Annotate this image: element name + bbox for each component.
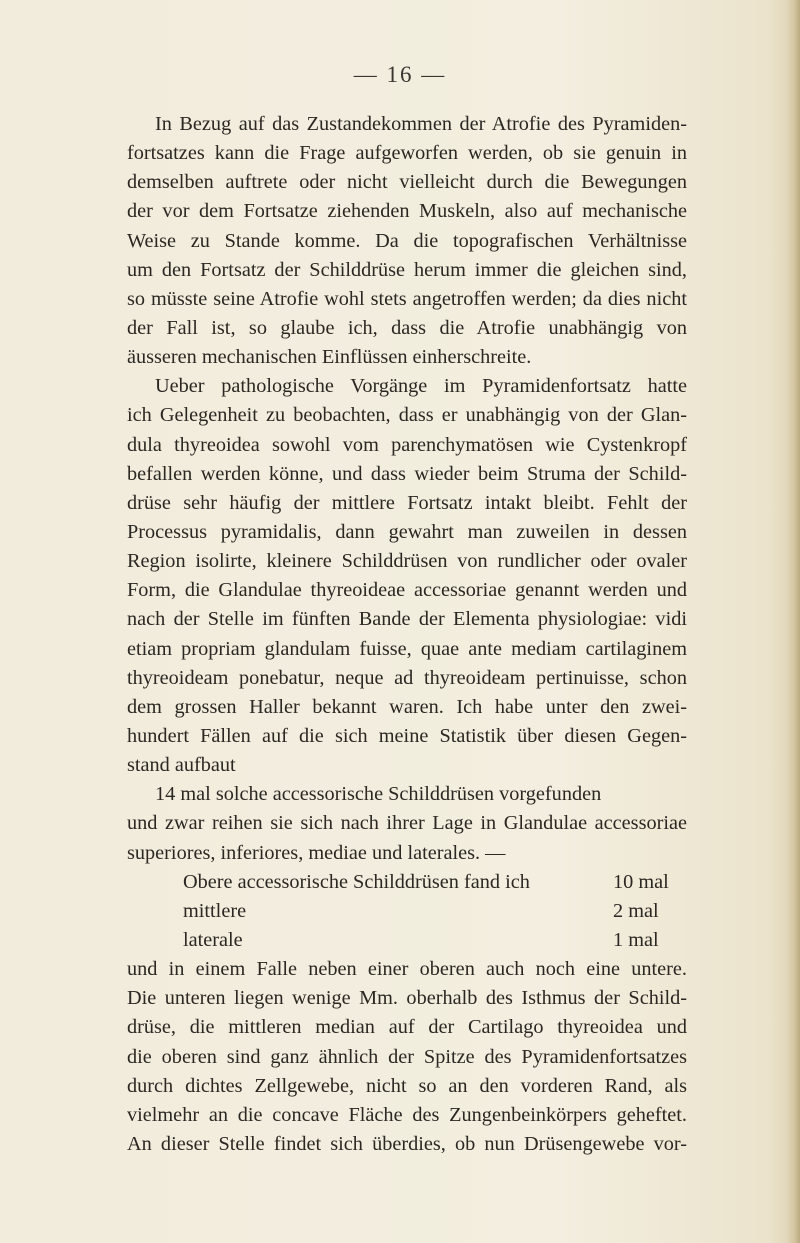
text-line: dem grossen Haller bekannt waren. Ich habe unter den zwei- [127,695,687,718]
text-line: demselben auftrete oder nicht vielleicht durch die Bewegungen [127,171,687,194]
text-line: nach der Stelle im fünften Bande der Elementa physiologiae: vidi [127,608,687,631]
text-line: so müsste seine Atrofie wohl stets angetroffen werden; da dies nicht [127,287,687,310]
text-line: fortsatzes kann die Frage aufgeworfen werden, ob sie genuin in [127,142,687,165]
text-line: und zwar reihen sie sich nach ihrer Lage in Glandulae accessoriae [127,812,687,835]
text-line: Region isolirte, kleinere Schilddrüsen von rundlicher oder ovaler [127,550,687,573]
text-line: 14 mal solche accessorische Schilddrüsen vorgefunden [155,783,602,806]
stat-value: 2 mal [613,899,659,922]
stat-label: mittlere [183,899,247,922]
text-line: um den Fortsatz der Schilddrüse herum immer die gleichen sind, [127,258,687,281]
text-line: die oberen sind ganz ähnlich der Spitze des Pyramidenfortsatzes [127,1045,687,1068]
text-line: durch dichtes Zellgewebe, nicht so an den vorderen Rand, als [127,1074,687,1097]
text-line: etiam propriam glandulam fuisse, quae ante mediam cartilaginem [127,637,687,660]
page-edge-shadow [786,0,800,1243]
text-line: Die unteren liegen wenige Mm. oberhalb des Isthmus der Schild- [127,987,687,1010]
stat-value: 10 mal [613,870,669,893]
stat-row [127,926,687,955]
page-number: — 16 — [353,62,447,87]
text-line: und in einem Falle neben einer oberen auch noch eine untere. [127,958,687,981]
stat-row [127,868,687,897]
text-line: dula thyreoidea sowohl vom parenchymatösen wie Cystenkropf [127,433,687,456]
text-line: vielmehr an die concave Fläche des Zungenbeinkörpers geheftet. [127,1103,687,1126]
text-line: Processus pyramidalis, dann gewahrt man zuweilen in dessen [127,520,687,543]
text-line: An dieser Stelle findet sich überdies, ob nun Drüsengewebe vor- [127,1132,687,1155]
stat-label: laterale [183,928,243,951]
text-line: der Fall ist, so glaube ich, dass die Atrofie unabhängig von [127,316,687,339]
stat-label: Obere accessorische Schilddrüsen fand ich [183,870,530,893]
text-line: Form, die Glandulae thyreoideae accessoriae genannt werden und [127,579,687,602]
body-text [127,110,687,1159]
text-line: In Bezug auf das Zustandekommen der Atrofie des Pyramiden- [155,113,687,135]
text-line: befallen werden könne, und dass wieder beim Struma der Schild- [127,462,687,485]
text-line: superiores, inferiores, mediae und laterales. — [127,841,506,864]
text-line: Weise zu Stande komme. Da die topografischen Verhältnisse [127,229,687,252]
stat-value: 1 mal [613,928,659,951]
stat-row [127,897,687,926]
text-line: der vor dem Fortsatze ziehenden Muskeln, also auf mechanische [127,200,687,223]
text-line: drüse, die mittleren median auf der Cartilago thyreoidea und [127,1016,687,1039]
text-line: hundert Fällen auf die sich meine Statistik über diesen Gegen- [127,724,687,747]
text-line: stand aufbaut [127,754,236,777]
text-line: ich Gelegenheit zu beobachten, dass er unabhängig von der Glan- [127,404,687,427]
text-line: drüse sehr häufig der mittlere Fortsatz intakt bleibt. Fehlt der [127,491,687,514]
text-line: äusseren mechanischen Einflüssen einherschreite. [127,346,532,369]
text-line: Ueber pathologische Vorgänge im Pyramidenfortsatz hatte [155,375,687,398]
text-line: thyreoideam ponebatur, neque ad thyreoideam pertinuisse, schon [127,666,687,689]
